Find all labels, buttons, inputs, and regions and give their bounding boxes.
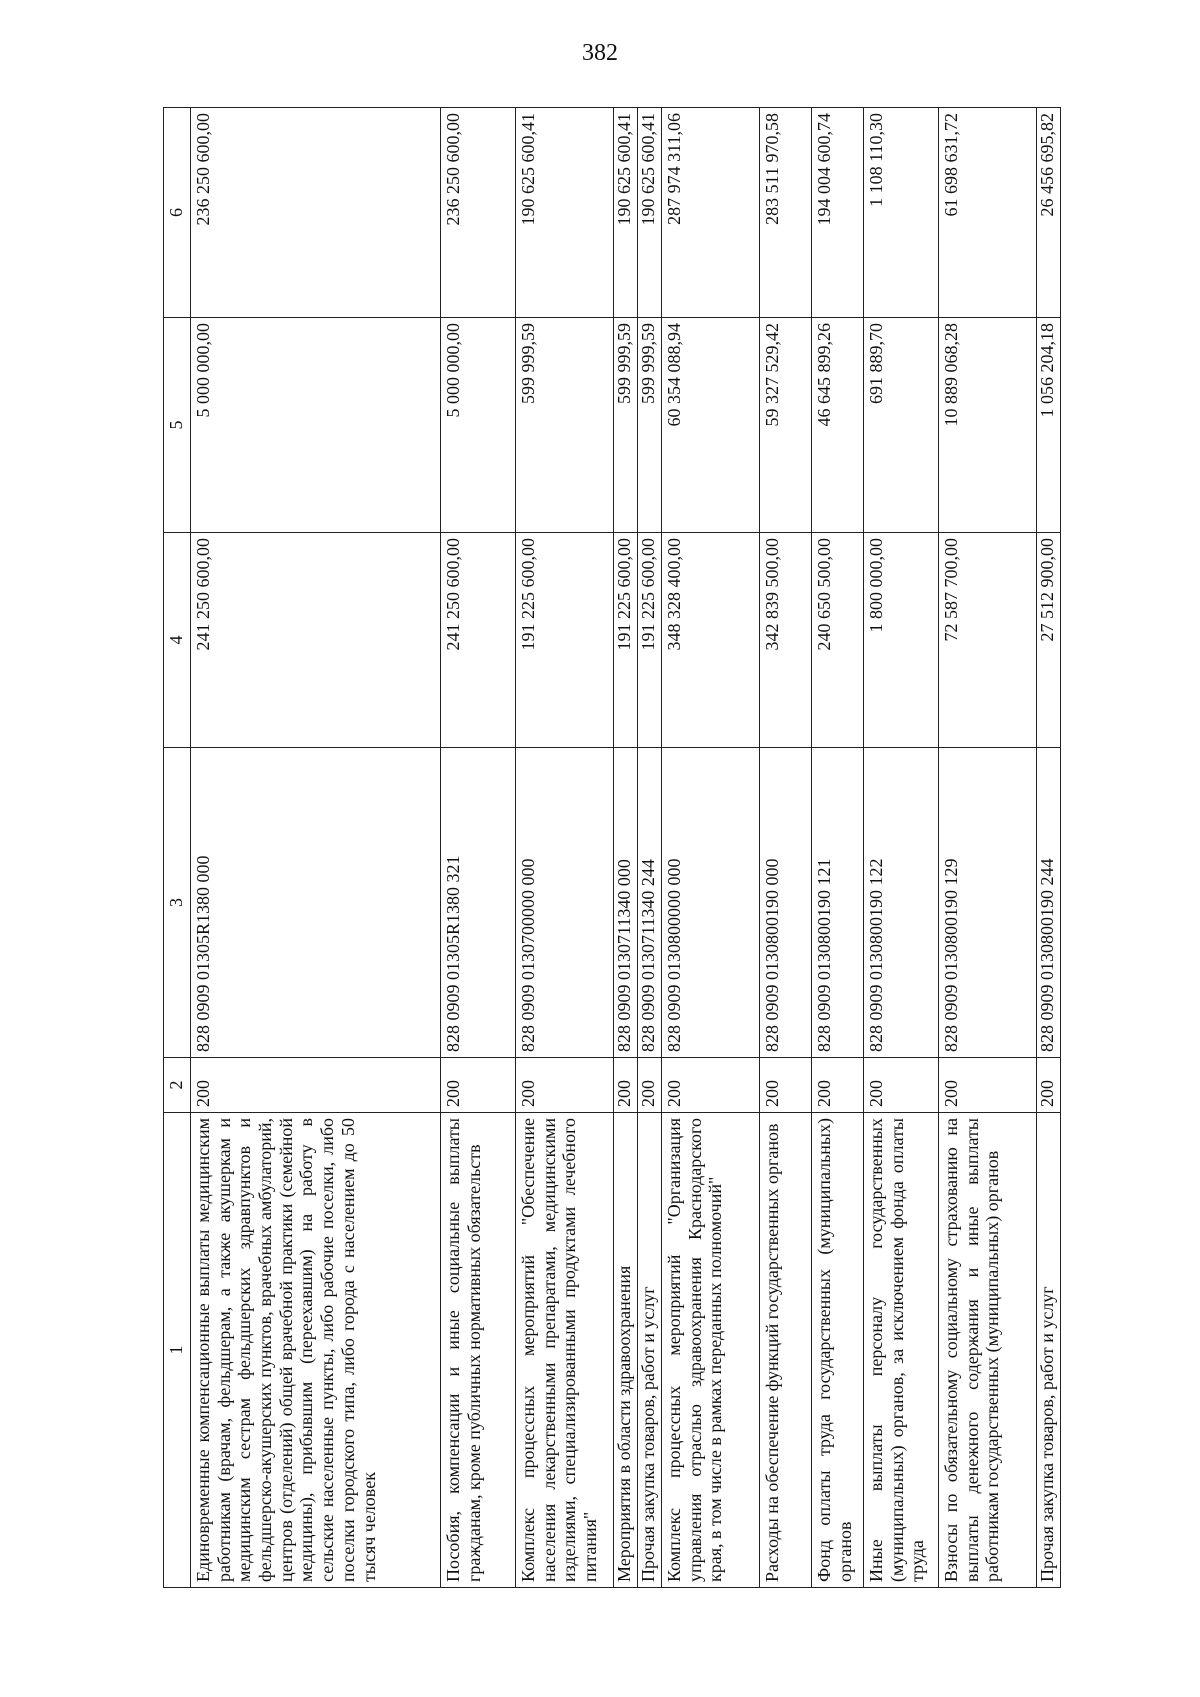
row-col6: 287 974 311,06: [662, 108, 760, 318]
row-col4: 348 328 400,00: [662, 533, 760, 748]
row-col5: 46 645 899,26: [812, 318, 864, 533]
row-col4: 191 225 600,00: [638, 533, 662, 748]
row-col6: 190 625 600,41: [638, 108, 662, 318]
row-name: Расходы на обеспечение функций государственных органов: [760, 1113, 812, 1588]
row-col4: 191 225 600,00: [614, 533, 638, 748]
table-row: [812, 108, 864, 1588]
row-code: 828 0909 01305R1380 000: [191, 748, 441, 1058]
row-col4: 72 587 700,00: [939, 533, 1037, 748]
row-code: 828 0909 0130711340 244: [638, 748, 662, 1058]
row-code: 828 0909 0130800000 000: [662, 748, 760, 1058]
row-admin: 200: [1037, 1058, 1061, 1113]
row-admin: 200: [191, 1058, 441, 1113]
row-col4: 1 800 000,00: [864, 533, 939, 748]
table-row: [191, 108, 441, 1588]
table-row: [638, 108, 662, 1588]
row-col5: 599 999,59: [516, 318, 614, 533]
header-cell-6: 6: [164, 108, 191, 318]
row-col6: 1 108 110,30: [864, 108, 939, 318]
row-name: Иные выплаты персоналу государственных (муниципальных) органов, за исключением фонда оплаты труда: [864, 1113, 939, 1588]
header-cell-5: 5: [164, 318, 191, 533]
table-row: [760, 108, 812, 1588]
row-col6: 61 698 631,72: [939, 108, 1037, 318]
table-row: [516, 108, 614, 1588]
row-name: Взносы по обязательному социальному страхованию на выплаты денежного содержания и иные выплаты работникам государственных (муниципальных) органов: [939, 1113, 1037, 1588]
row-code: 828 0909 0130711340 000: [614, 748, 638, 1058]
table-row: [441, 108, 516, 1588]
row-name: Фонд оплаты труда государственных (муниципальных) органов: [812, 1113, 864, 1588]
row-code: 828 0909 01305R1380 321: [441, 748, 516, 1058]
row-admin: 200: [638, 1058, 662, 1113]
row-name: Прочая закупка товаров, работ и услуг: [1037, 1113, 1061, 1588]
row-col4: 27 512 900,00: [1037, 533, 1061, 748]
budget-table: [163, 107, 1061, 1588]
row-name: Прочая закупка товаров, работ и услуг: [638, 1113, 662, 1588]
row-col4: 240 650 500,00: [812, 533, 864, 748]
row-col6: 236 250 600,00: [191, 108, 441, 318]
row-code: 828 0909 0130800190 122: [864, 748, 939, 1058]
row-col5: 691 889,70: [864, 318, 939, 533]
row-name: Комплекс процессных мероприятий "Обеспечение населения лекарственными препаратами, медицинскими изделиями, специализированными продуктами лечебного питания": [516, 1113, 614, 1588]
row-name: Мероприятия в области здравоохранения: [614, 1113, 638, 1588]
table-row: [1037, 108, 1061, 1588]
rotated-table-container: [163, 108, 1058, 1588]
row-col5: 60 354 088,94: [662, 318, 760, 533]
table-row: [864, 108, 939, 1588]
row-admin: 200: [441, 1058, 516, 1113]
row-col6: 236 250 600,00: [441, 108, 516, 318]
rotated-table-wrapper: [163, 108, 1058, 1588]
row-col6: 190 625 600,41: [614, 108, 638, 318]
row-col6: 283 511 970,58: [760, 108, 812, 318]
row-name: Пособия, компенсации и иные социальные выплаты гражданам, кроме публичных нормативных обязательств: [441, 1113, 516, 1588]
row-col5: 599 999,59: [638, 318, 662, 533]
row-col5: 599 999,59: [614, 318, 638, 533]
row-col4: 241 250 600,00: [191, 533, 441, 748]
page-number: 382: [582, 40, 618, 66]
row-admin: 200: [614, 1058, 638, 1113]
table-header-row: [164, 108, 191, 1588]
row-col4: 241 250 600,00: [441, 533, 516, 748]
row-admin: 200: [812, 1058, 864, 1113]
header-cell-4: 4: [164, 533, 191, 748]
row-col5: 1 056 204,18: [1037, 318, 1061, 533]
row-col6: 26 456 695,82: [1037, 108, 1061, 318]
row-col6: 190 625 600,41: [516, 108, 614, 318]
row-col4: 191 225 600,00: [516, 533, 614, 748]
row-admin: 200: [939, 1058, 1037, 1113]
row-code: 828 0909 0130800190 129: [939, 748, 1037, 1058]
table-row: [614, 108, 638, 1588]
row-col4: 342 839 500,00: [760, 533, 812, 748]
row-code: 828 0909 0130800190 121: [812, 748, 864, 1058]
row-admin: 200: [864, 1058, 939, 1113]
row-code: 828 0909 0130800190 244: [1037, 748, 1061, 1058]
row-code: 828 0909 0130800190 000: [760, 748, 812, 1058]
header-cell-1: 1: [164, 1113, 191, 1588]
table-row: [662, 108, 760, 1588]
row-admin: 200: [662, 1058, 760, 1113]
row-admin: 200: [516, 1058, 614, 1113]
row-col6: 194 004 600,74: [812, 108, 864, 318]
row-col5: 5 000 000,00: [441, 318, 516, 533]
header-cell-3: 3: [164, 748, 191, 1058]
row-code: 828 0909 0130700000 000: [516, 748, 614, 1058]
row-col5: 10 889 068,28: [939, 318, 1037, 533]
row-admin: 200: [760, 1058, 812, 1113]
table-row: [939, 108, 1037, 1588]
row-col5: 59 327 529,42: [760, 318, 812, 533]
row-name: Комплекс процессных мероприятий "Организация управления отраслью здравоохранения Краснодарского края, в том числе в рамках переданных полномочий": [662, 1113, 760, 1588]
header-cell-2: 2: [164, 1058, 191, 1113]
row-name: Единовременные компенсационные выплаты медицинским работникам (врачам, фельдшерам, а также акушеркам и медицинским сестрам фельдшерских здравпунктов и фельдшерско-акушерских пунктов, врачебных амбулаторий, центров (отделений) общей врачебной практики (семейной медицины), прибывшим (переехавшим) на работу в сельские населенные пункты, либо рабочие поселки, либо поселки городского типа, либо города с населением до 50 тысяч человек: [191, 1113, 441, 1588]
row-col5: 5 000 000,00: [191, 318, 441, 533]
